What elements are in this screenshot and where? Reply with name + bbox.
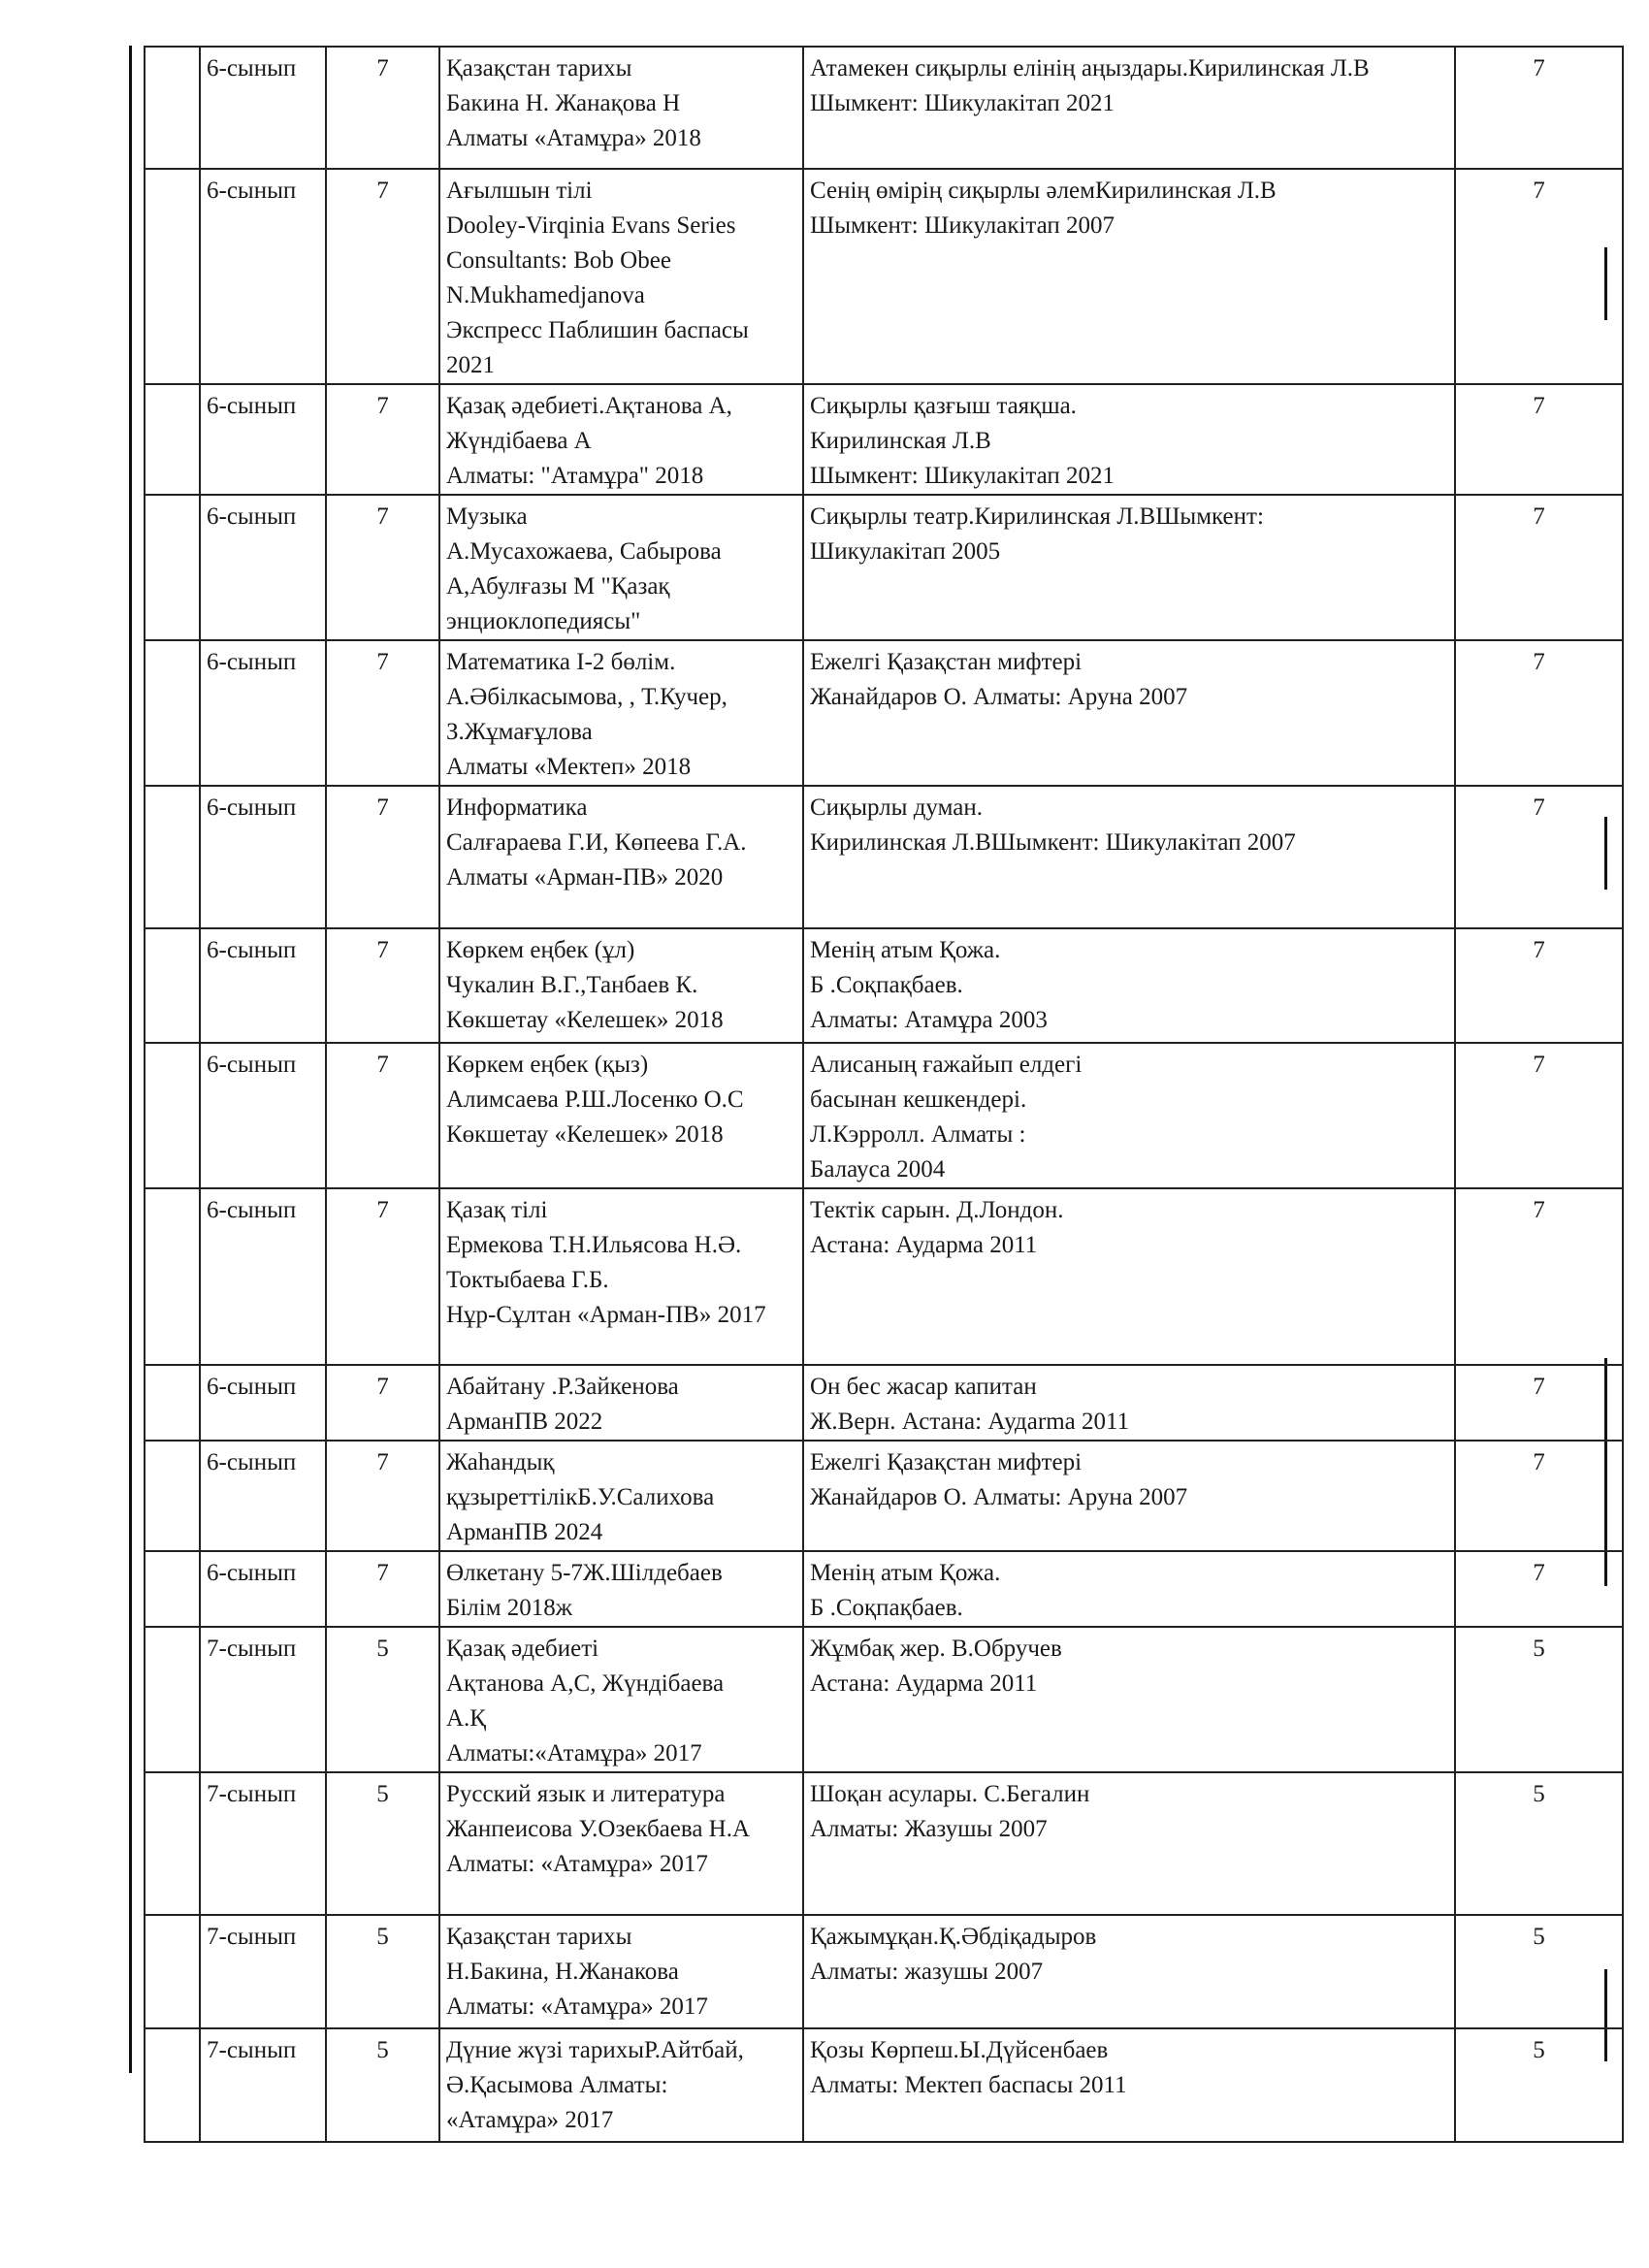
blank-cell: [145, 1915, 200, 2028]
reading-cell: [803, 1365, 1455, 1441]
table-row: [145, 2028, 1623, 2142]
blank-cell: [145, 1441, 200, 1551]
hours-cell: 7: [326, 1365, 439, 1441]
textbook-line: Көкшетау «Келешек» 2018: [446, 1121, 724, 1148]
reading-line: Менің атым Қожа.: [810, 937, 1001, 963]
blank-cell: [145, 384, 200, 495]
reading-line: Кирилинская Л.В: [810, 428, 991, 454]
blank-cell: [145, 1365, 200, 1441]
textbook-line: «Атамұра» 2017: [446, 2107, 614, 2133]
textbook-line: АрманПВ 2022: [446, 1409, 603, 1435]
textbook-line: АрманПВ 2024: [446, 1519, 603, 1545]
table-row: [145, 384, 1623, 495]
blank-cell: [145, 1043, 200, 1188]
hours-cell: 7: [326, 47, 439, 169]
count-cell: 7: [1455, 1551, 1623, 1627]
reading-line: Атамекен сиқырлы елінің аңыздары.Кирилинская Л.В: [810, 55, 1370, 81]
reading-cell: [803, 1043, 1455, 1188]
hours-cell: 5: [326, 2028, 439, 2142]
reading-line: Б .Соқпақбаев.: [810, 1595, 963, 1621]
textbook-cell: [439, 1188, 803, 1365]
reading-cell: [803, 495, 1455, 640]
reading-cell: [803, 1551, 1455, 1627]
textbook-line: Токтыбаева Г.Б.: [446, 1267, 609, 1293]
table-row: [145, 1043, 1623, 1188]
textbook-line: Ә.Қасымова Алматы:: [446, 2072, 668, 2098]
textbook-line: 2021: [446, 352, 495, 378]
textbook-line: Математика I-2 бөлім.: [446, 649, 676, 675]
reading-cell: [803, 1915, 1455, 2028]
textbook-line: Көркем еңбек (қыз): [446, 1052, 649, 1078]
textbook-cell: [439, 1915, 803, 2028]
reading-cell: [803, 2028, 1455, 2142]
grade-cell: 6-сынып: [200, 1188, 326, 1365]
textbook-cell: [439, 1365, 803, 1441]
blank-cell: [145, 47, 200, 169]
grade-cell: 7-сынып: [200, 1915, 326, 2028]
textbook-line: А.Мусахожаева, Сабырова: [446, 538, 722, 565]
textbook-line: Ермекова Т.Н.Ильясова Н.Ә.: [446, 1232, 742, 1258]
textbook-cell: [439, 1627, 803, 1772]
table-row: [145, 786, 1623, 928]
textbook-line: Қазақ тілі: [446, 1197, 548, 1223]
table-row: [145, 169, 1623, 384]
reading-line: Сиқырлы қазғыш таяқша.: [810, 393, 1077, 419]
textbook-line: Білім 2018ж: [446, 1595, 573, 1621]
reading-cell: [803, 1188, 1455, 1365]
hours-cell: 7: [326, 1441, 439, 1551]
textbook-cell: [439, 47, 803, 169]
table-row: [145, 1551, 1623, 1627]
reading-line: Он бес жасар капитан: [810, 1374, 1037, 1400]
textbook-line: Көкшетау «Келешек» 2018: [446, 1007, 724, 1033]
hours-cell: 7: [326, 495, 439, 640]
reading-line: Менің атым Қожа.: [810, 1560, 1001, 1586]
reading-line: Кирилинская Л.ВШымкент: Шикулакітап 2007: [810, 829, 1296, 856]
table-row: [145, 1627, 1623, 1772]
textbook-line: Алимсаева Р.Ш.Лосенко О.С: [446, 1086, 744, 1113]
reading-line: Шикулакітап 2005: [810, 538, 1001, 565]
reading-cell: [803, 640, 1455, 786]
textbook-line: Алматы: «Атамұра» 2017: [446, 1993, 708, 2020]
reading-line: Тектік сарын. Д.Лондон.: [810, 1197, 1064, 1223]
reading-cell: [803, 384, 1455, 495]
count-cell: 5: [1455, 2028, 1623, 2142]
scan-edge-mark: [129, 46, 132, 2073]
grade-cell: 7-сынып: [200, 2028, 326, 2142]
textbook-line: А.Әбілкасымова, , Т.Кучер,: [446, 684, 728, 710]
textbook-line: Бакина Н. Жанақова Н: [446, 90, 681, 116]
blank-cell: [145, 1188, 200, 1365]
textbook-line: Экспресс Паблишин баспасы: [446, 317, 749, 343]
blank-cell: [145, 1551, 200, 1627]
table-row: [145, 495, 1623, 640]
textbook-line: Чукалин В.Г.,Танбаев К.: [446, 972, 698, 998]
hours-cell: 7: [326, 928, 439, 1043]
textbook-line: Алматы: "Атамұра" 2018: [446, 463, 704, 489]
blank-cell: [145, 169, 200, 384]
grade-cell: 6-сынып: [200, 640, 326, 786]
reading-line: Сиқырлы театр.Кирилинская Л.ВШымкент:: [810, 503, 1264, 530]
textbook-cell: [439, 495, 803, 640]
hours-cell: 7: [326, 640, 439, 786]
grade-cell: 6-сынып: [200, 384, 326, 495]
count-cell: 7: [1455, 384, 1623, 495]
reading-line: Астана: Аударма 2011: [810, 1670, 1038, 1697]
count-cell: 5: [1455, 1915, 1623, 2028]
textbook-line: Өлкетану 5-7Ж.Шілдебаев: [446, 1560, 723, 1586]
grade-cell: 7-сынып: [200, 1772, 326, 1915]
count-cell: 7: [1455, 1441, 1623, 1551]
textbook-line: N.Mukhamedjanova: [446, 282, 645, 308]
reading-cell: [803, 786, 1455, 928]
grade-cell: 6-сынып: [200, 47, 326, 169]
reading-line: Шымкент: Шикулакітап 2021: [810, 463, 1116, 489]
textbook-line: Музыка: [446, 503, 528, 530]
textbook-cell: [439, 1551, 803, 1627]
grade-cell: 6-сынып: [200, 1441, 326, 1551]
grade-cell: 6-сынып: [200, 1365, 326, 1441]
textbook-line: Қазақ әдебиеті: [446, 1636, 599, 1662]
reading-list-body: [145, 47, 1623, 2142]
textbook-cell: [439, 640, 803, 786]
reading-cell: [803, 1772, 1455, 1915]
textbook-line: Информатика: [446, 794, 588, 821]
grade-cell: 6-сынып: [200, 928, 326, 1043]
hours-cell: 5: [326, 1772, 439, 1915]
textbook-line: Ақтанова А,С, Жүндібаева: [446, 1670, 725, 1697]
textbook-line: Consultants: Bob Obee: [446, 247, 671, 274]
reading-line: Жұмбақ жер. В.Обручев: [810, 1636, 1062, 1662]
hours-cell: 7: [326, 1551, 439, 1627]
reading-cell: [803, 47, 1455, 169]
reading-list-table: [144, 46, 1624, 2143]
hours-cell: 5: [326, 1627, 439, 1772]
reading-line: Жанайдаров О. Алматы: Аруна 2007: [810, 684, 1188, 710]
reading-line: Балауса 2004: [810, 1156, 946, 1183]
table-row: [145, 1441, 1623, 1551]
blank-cell: [145, 2028, 200, 2142]
reading-line: Б .Соқпақбаев.: [810, 972, 963, 998]
textbook-line: Нұр-Сұлтан «Арман-ПВ» 2017: [446, 1302, 766, 1328]
textbook-cell: [439, 2028, 803, 2142]
hours-cell: 7: [326, 1188, 439, 1365]
count-cell: 7: [1455, 786, 1623, 928]
table-row: [145, 640, 1623, 786]
reading-line: Қозы Көрпеш.Ы.Дүйсенбаев: [810, 2037, 1109, 2063]
table-row: [145, 928, 1623, 1043]
reading-line: Сиқырлы думан.: [810, 794, 983, 821]
grade-cell: 6-сынып: [200, 1551, 326, 1627]
textbook-line: З.Жұмағұлова: [446, 719, 593, 745]
blank-cell: [145, 1627, 200, 1772]
textbook-cell: [439, 384, 803, 495]
reading-cell: [803, 928, 1455, 1043]
reading-line: басынан кешкендері.: [810, 1086, 1027, 1113]
textbook-cell: [439, 1043, 803, 1188]
blank-cell: [145, 640, 200, 786]
blank-cell: [145, 1772, 200, 1915]
textbook-line: энциоклопедиясы": [446, 608, 641, 634]
textbook-line: Н.Бакина, Н.Жанакова: [446, 1959, 679, 1985]
reading-line: Қажымұқан.Қ.Әбдіқадыров: [810, 1924, 1097, 1950]
textbook-cell: [439, 1772, 803, 1915]
reading-line: Ж.Верн. Астана: Аудarma 2011: [810, 1409, 1130, 1435]
count-cell: 7: [1455, 1365, 1623, 1441]
table-row: [145, 1365, 1623, 1441]
textbook-cell: [439, 786, 803, 928]
textbook-line: Қазақстан тарихы: [446, 55, 632, 81]
count-cell: 7: [1455, 1188, 1623, 1365]
reading-line: Алматы: Атамұра 2003: [810, 1007, 1048, 1033]
textbook-line: Қазақ әдебиеті.Ақтанова А,: [446, 393, 732, 419]
textbook-line: Русский язык и литература: [446, 1781, 726, 1807]
count-cell: 7: [1455, 495, 1623, 640]
reading-line: Астана: Аударма 2011: [810, 1232, 1038, 1258]
reading-line: Алматы: Жазушы 2007: [810, 1816, 1048, 1842]
textbook-line: Дүние жүзі тарихыР.Айтбай,: [446, 2037, 744, 2063]
reading-cell: [803, 1627, 1455, 1772]
table-row: [145, 1772, 1623, 1915]
textbook-cell: [439, 1441, 803, 1551]
hours-cell: 7: [326, 384, 439, 495]
textbook-cell: [439, 169, 803, 384]
textbook-cell: [439, 928, 803, 1043]
textbook-line: Көркем еңбек (ұл): [446, 937, 635, 963]
count-cell: 7: [1455, 1043, 1623, 1188]
hours-cell: 5: [326, 1915, 439, 2028]
textbook-line: Dooley-Virqinia Evans Series: [446, 212, 736, 239]
reading-cell: [803, 169, 1455, 384]
textbook-line: А,Абулғазы М "Қазақ: [446, 573, 670, 599]
textbook-line: Жүндібаева А: [446, 428, 592, 454]
textbook-line: Алматы «Арман-ПВ» 2020: [446, 864, 724, 891]
textbook-line: Алматы:«Атамұра» 2017: [446, 1740, 702, 1766]
reading-line: Шымкент: Шикулакітап 2021: [810, 90, 1116, 116]
reading-line: Ежелгі Қазақстан мифтері: [810, 649, 1083, 675]
reading-line: Шоқан асулары. С.Бегалин: [810, 1781, 1090, 1807]
table-row: [145, 1188, 1623, 1365]
textbook-line: Ағылшын тілі: [446, 178, 593, 204]
reading-line: Л.Кэрролл. Алматы :: [810, 1121, 1026, 1148]
blank-cell: [145, 928, 200, 1043]
grade-cell: 6-сынып: [200, 169, 326, 384]
reading-line: Алматы: Мектеп баспасы 2011: [810, 2072, 1127, 2098]
textbook-line: Алматы: «Атамұра» 2017: [446, 1851, 708, 1877]
grade-cell: 6-сынып: [200, 1043, 326, 1188]
textbook-line: Алматы «Атамұра» 2018: [446, 125, 701, 151]
grade-cell: 6-сынып: [200, 495, 326, 640]
reading-line: Ежелгі Қазақстан мифтері: [810, 1449, 1083, 1475]
count-cell: 5: [1455, 1772, 1623, 1915]
table-row: [145, 1915, 1623, 2028]
textbook-line: Қазақстан тарихы: [446, 1924, 632, 1950]
hours-cell: 7: [326, 169, 439, 384]
grade-cell: 6-сынып: [200, 786, 326, 928]
count-cell: 7: [1455, 47, 1623, 169]
reading-line: Жанайдаров О. Алматы: Аруна 2007: [810, 1484, 1188, 1510]
count-cell: 7: [1455, 928, 1623, 1043]
count-cell: 7: [1455, 169, 1623, 384]
grade-cell: 7-сынып: [200, 1627, 326, 1772]
reading-line: Алматы: жазушы 2007: [810, 1959, 1044, 1985]
textbook-line: Абайтану .Р.Зайкенова: [446, 1374, 679, 1400]
reading-line: Сенің өмірің сиқырлы әлемКирилинская Л.В: [810, 178, 1277, 204]
count-cell: 7: [1455, 640, 1623, 786]
textbook-line: құзыреттілікБ.У.Салихова: [446, 1484, 715, 1510]
textbook-line: А.Қ: [446, 1705, 486, 1732]
reading-line: Шымкент: Шикулакітап 2007: [810, 212, 1116, 239]
textbook-line: Алматы «Мектеп» 2018: [446, 754, 692, 780]
blank-cell: [145, 786, 200, 928]
table-row: [145, 47, 1623, 169]
textbook-line: Жанпеисова У.Озекбаева Н.А: [446, 1816, 751, 1842]
reading-line: Алисаның ғажайып елдегі: [810, 1052, 1083, 1078]
hours-cell: 7: [326, 1043, 439, 1188]
textbook-line: Салғараева Г.И, Көпеева Г.А.: [446, 829, 747, 856]
textbook-line: Жаһандық: [446, 1449, 555, 1475]
hours-cell: 7: [326, 786, 439, 928]
blank-cell: [145, 495, 200, 640]
reading-cell: [803, 1441, 1455, 1551]
count-cell: 5: [1455, 1627, 1623, 1772]
